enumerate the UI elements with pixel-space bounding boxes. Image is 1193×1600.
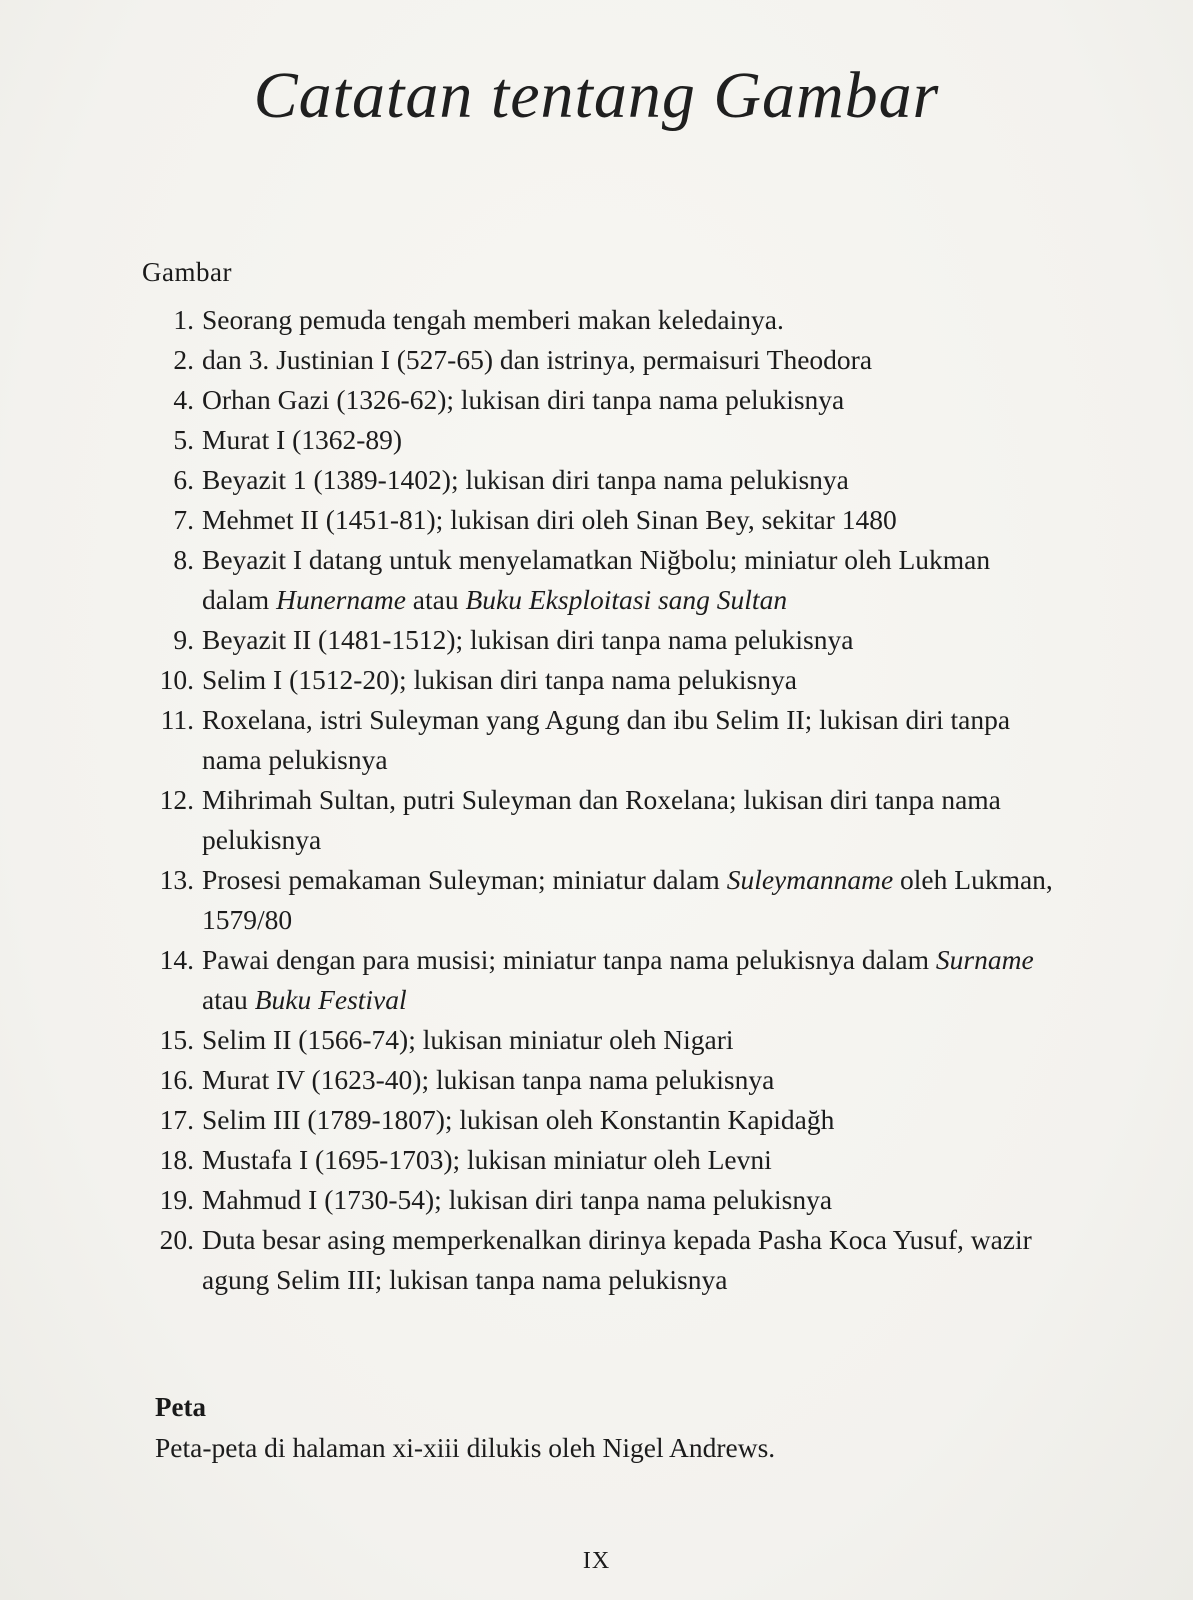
list-item <box>142 380 1062 420</box>
item-number: 5. <box>173 424 194 455</box>
gambar-list <box>142 300 1062 1300</box>
item-text: Selim III (1789-1807); lukisan oleh Konstantin Kapidağh <box>202 1104 835 1135</box>
item-number: 15. <box>159 1024 194 1055</box>
list-item <box>142 540 1062 620</box>
item-number: 19. <box>159 1184 194 1215</box>
list-item <box>142 460 1062 500</box>
list-item <box>142 1100 1062 1140</box>
item-text: Orhan Gazi (1326-62); lukisan diri tanpa nama pelukisnya <box>202 384 845 415</box>
item-text: Selim II (1566-74); lukisan miniatur oleh Nigari <box>202 1024 734 1055</box>
page-title: Catatan tentang Gambar <box>253 59 940 132</box>
item-text: Mihrimah Sultan, putri Suleyman dan Roxelana; lukisan diri tanpa nama pelukisnya <box>202 784 1001 855</box>
item-text: Seorang pemuda tengah memberi makan keledainya. <box>202 304 784 335</box>
italic-title: Hunername <box>276 584 406 615</box>
item-number: 8. <box>173 544 194 575</box>
item-number: 12. <box>159 784 194 815</box>
item-text: Mehmet II (1451-81); lukisan diri oleh Sinan Bey, sekitar 1480 <box>202 504 897 535</box>
italic-title: Buku Festival <box>254 984 407 1015</box>
item-text: Roxelana, istri Suleyman yang Agung dan ibu Selim II; lukisan diri tanpa nama pelukisnya <box>202 704 1011 775</box>
item-number: 6. <box>173 464 194 495</box>
item-number: 11. <box>160 704 194 735</box>
peta-text: Peta-peta di halaman xi-xiii dilukis oleh Nigel Andrews. <box>155 1432 776 1463</box>
list-item <box>142 660 1062 700</box>
list-item <box>142 1180 1062 1220</box>
item-number: 18. <box>159 1144 194 1175</box>
item-number: 13. <box>159 864 194 895</box>
item-text: Prosesi pemakaman Suleyman; miniatur dalam Suleymanname oleh Lukman, 1579/80 <box>202 864 1053 935</box>
item-number: 2. <box>173 344 194 375</box>
gambar-heading: Gambar <box>142 257 232 287</box>
italic-title: Suleymanname <box>726 864 894 895</box>
list-item <box>142 300 1062 340</box>
list-item <box>142 420 1062 460</box>
item-number: 9. <box>173 624 194 655</box>
item-number: 16. <box>159 1064 194 1095</box>
list-item <box>142 860 1062 940</box>
list-item <box>142 1140 1062 1180</box>
item-text: Duta besar asing memperkenalkan dirinya kepada Pasha Koca Yusuf, wazir agung Selim III; lukisan tanpa nama pelukisnya <box>202 1224 1032 1295</box>
list-item <box>142 1020 1062 1060</box>
item-text: Murat IV (1623-40); lukisan tanpa nama pelukisnya <box>202 1064 775 1095</box>
item-number: 4. <box>173 384 194 415</box>
item-text: dan 3. Justinian I (527-65) dan istrinya, permaisuri Theodora <box>202 344 873 375</box>
item-text: Mustafa I (1695-1703); lukisan miniatur oleh Levni <box>202 1144 772 1175</box>
list-item <box>142 620 1062 660</box>
peta-heading: Peta <box>155 1392 206 1422</box>
page-number: IX <box>582 1548 611 1574</box>
list-item <box>142 940 1062 1020</box>
item-number: 17. <box>159 1104 194 1135</box>
list-item <box>142 1060 1062 1100</box>
italic-title: Surname <box>935 944 1034 975</box>
item-number: 14. <box>159 944 194 975</box>
list-item <box>142 780 1062 860</box>
item-number: 20. <box>159 1224 194 1255</box>
list-item <box>142 700 1062 780</box>
item-text: Mahmud I (1730-54); lukisan diri tanpa nama pelukisnya <box>202 1184 833 1215</box>
item-text: Beyazit I datang untuk menyelamatkan Niğbolu; miniatur oleh Lukman dalam Hunername atau Buku Eksploitasi sang Sultan <box>202 544 991 615</box>
list-item <box>142 1220 1062 1300</box>
list-item <box>142 500 1062 540</box>
italic-title: Buku Eksploitasi sang Sultan <box>465 584 788 615</box>
item-text: Beyazit II (1481-1512); lukisan diri tanpa nama pelukisnya <box>202 624 854 655</box>
item-text: Pawai dengan para musisi; miniatur tanpa nama pelukisnya dalam Surname atau Buku Festival <box>202 944 1034 1015</box>
item-number: 10. <box>159 664 194 695</box>
item-text: Murat I (1362-89) <box>202 424 403 455</box>
item-text: Beyazit 1 (1389-1402); lukisan diri tanpa nama pelukisnya <box>202 464 849 495</box>
list-item <box>142 340 1062 380</box>
item-number: 1. <box>173 304 194 335</box>
item-text: Selim I (1512-20); lukisan diri tanpa nama pelukisnya <box>202 664 797 695</box>
item-number: 7. <box>173 504 194 535</box>
